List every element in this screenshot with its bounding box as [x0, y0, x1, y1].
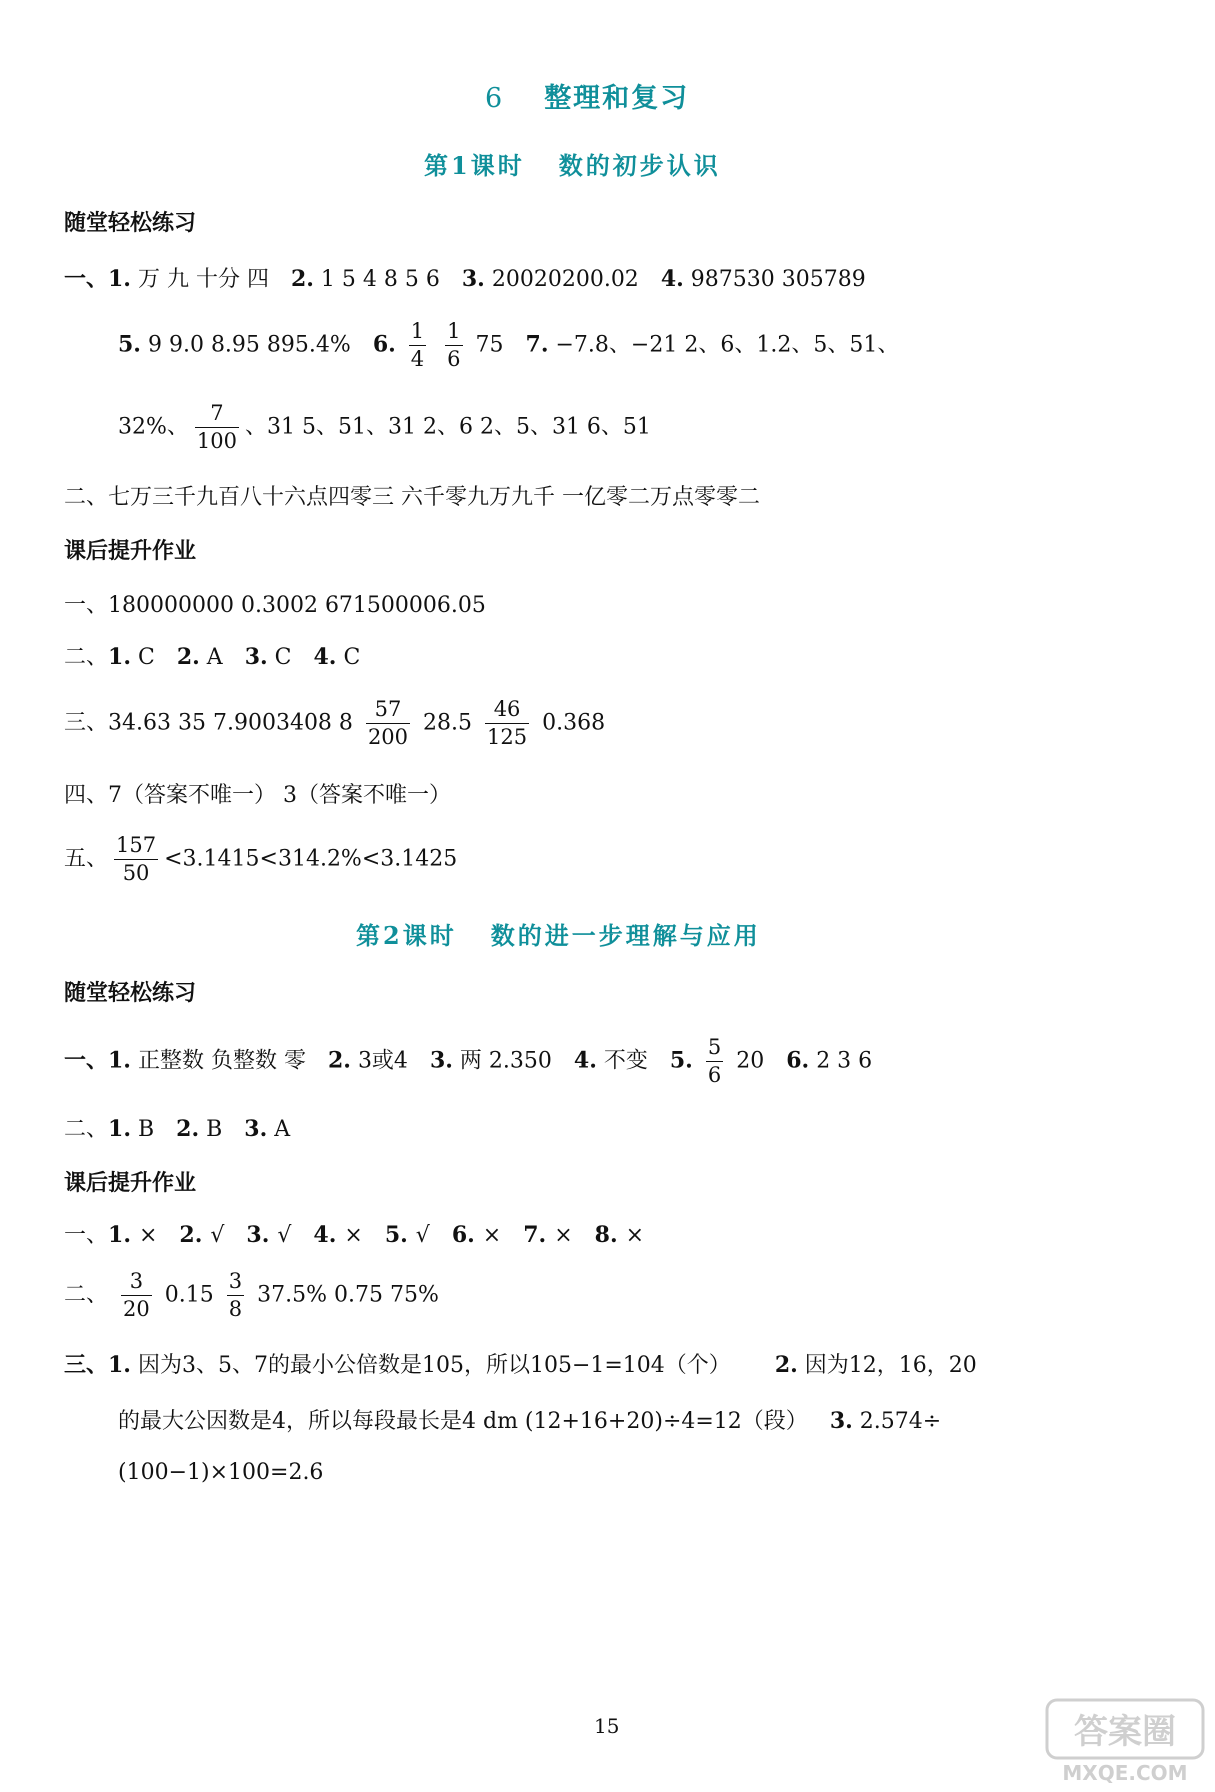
answer-line: 32%、 $\frac{7}{100}$ 、31 5、51、31 2、6 2、5、31 6、51	[118, 401, 651, 453]
fraction: $\frac{3}{20}$	[123, 1269, 150, 1321]
answer-line: 三、34.63 35 7.9003408 8 $\frac{57}{200}$ 28.5 $\frac{46}{125}$ 0.368	[64, 697, 606, 749]
answer-line: 五、 $\frac{157}{50}$ <3.1415<314.2%<3.1425	[64, 833, 458, 885]
judgement-mark: ×	[138, 1223, 158, 1248]
judgement-mark: ×	[554, 1223, 573, 1248]
chapter-title: 6 整理和复习	[485, 83, 690, 114]
answer-line: (100−1)×100=2.6	[118, 1460, 324, 1485]
judgement-mark: √	[210, 1223, 225, 1248]
answer-line: 一、1. 正整数 负整数 零 2. 3或4 3. 两 2.350 4. 不变 5. $\frac{5}{6}$ 20 6. 2 3 6	[64, 1035, 873, 1087]
fraction: $\frac{7}{100}$	[196, 401, 237, 453]
judgement-mark: ×	[344, 1223, 363, 1248]
lesson-title: 第1课时 数的初步认识	[424, 151, 721, 180]
question-number: 4.	[313, 1222, 337, 1248]
fraction: $\frac{157}{50}$	[116, 833, 157, 885]
answer-line: 二、 $\frac{3}{20}$ 0.15 $\frac{3}{8}$ 37.5% 0.75 75%	[64, 1269, 439, 1321]
question-number: 8.	[594, 1222, 618, 1248]
fraction: $\frac{46}{125}$	[487, 697, 528, 749]
page-number: 15	[594, 1714, 620, 1738]
fraction: $\frac{1}{4}$	[410, 319, 425, 371]
answer-line: 三、1. 因为3、5、7的最小公倍数是105，所以105−1=104（个） 2. 因为12，16，20	[64, 1352, 977, 1378]
question-number: 1.	[108, 1222, 131, 1248]
answer-line: 二、1. B 2. B 3. A	[64, 1116, 291, 1142]
judgement-answers	[108, 1223, 644, 1248]
judgement-mark: ×	[482, 1223, 502, 1248]
section-heading: 随堂轻松练习	[64, 211, 197, 236]
fraction: $\frac{1}{6}$	[447, 319, 461, 371]
judgement-mark: √	[277, 1223, 292, 1248]
answer-line: 一、180000000 0.3002 671500006.05	[64, 593, 486, 618]
answer-line: 四、7（答案不唯一） 3（答案不唯一）	[64, 783, 451, 808]
fraction: $\frac{3}{8}$	[228, 1269, 243, 1321]
svg-text:答案圈: 答案圈	[1074, 1712, 1176, 1752]
fraction: $\frac{57}{200}$	[367, 697, 409, 749]
question-number: 7.	[523, 1222, 547, 1248]
section-heading: 课后提升作业	[64, 539, 197, 564]
answer-line: 二、1. C 2. A 3. C 4. C	[64, 644, 361, 670]
fraction: $\frac{5}{6}$	[707, 1035, 722, 1087]
lesson-title: 第2课时 数的进一步理解与应用	[356, 921, 761, 950]
svg-text:MXQE.COM: MXQE.COM	[1062, 1761, 1188, 1784]
answer-line: 的最大公因数是4，所以每段最长是4 dm (12+16+20)÷4=12（段） 3. 2.574÷	[118, 1408, 942, 1434]
watermark-logo	[1045, 1698, 1205, 1784]
answer-line: 5. 9 9.0 8.95 895.4% 6. $\frac{1}{4}$ $\frac{1}{6}$ 75 7. −7.8、−21 2、6、1.2、5、51、	[118, 319, 900, 371]
answer-line: 一、1. × 2. √ 3. √ 4. × 5. √ 6. × 7. × 8. ×	[64, 1222, 645, 1248]
judgement-mark: ×	[625, 1223, 645, 1248]
answer-line: 二、七万三千九百八十六点四零三 六千零九万九千 一亿零二万点零零二	[64, 485, 760, 510]
question-number: 2.	[179, 1222, 203, 1248]
section-heading: 随堂轻松练习	[64, 981, 197, 1006]
section-heading: 课后提升作业	[64, 1171, 197, 1196]
question-number: 5.	[384, 1222, 408, 1248]
question-number: 3.	[246, 1222, 270, 1248]
judgement-mark: √	[415, 1223, 430, 1248]
question-number: 6.	[451, 1222, 475, 1248]
answer-line: 一、1. 万 九 十分 四 2. 1 5 4 8 5 6 3. 20020200.02 4. 987530 305789	[64, 266, 866, 292]
